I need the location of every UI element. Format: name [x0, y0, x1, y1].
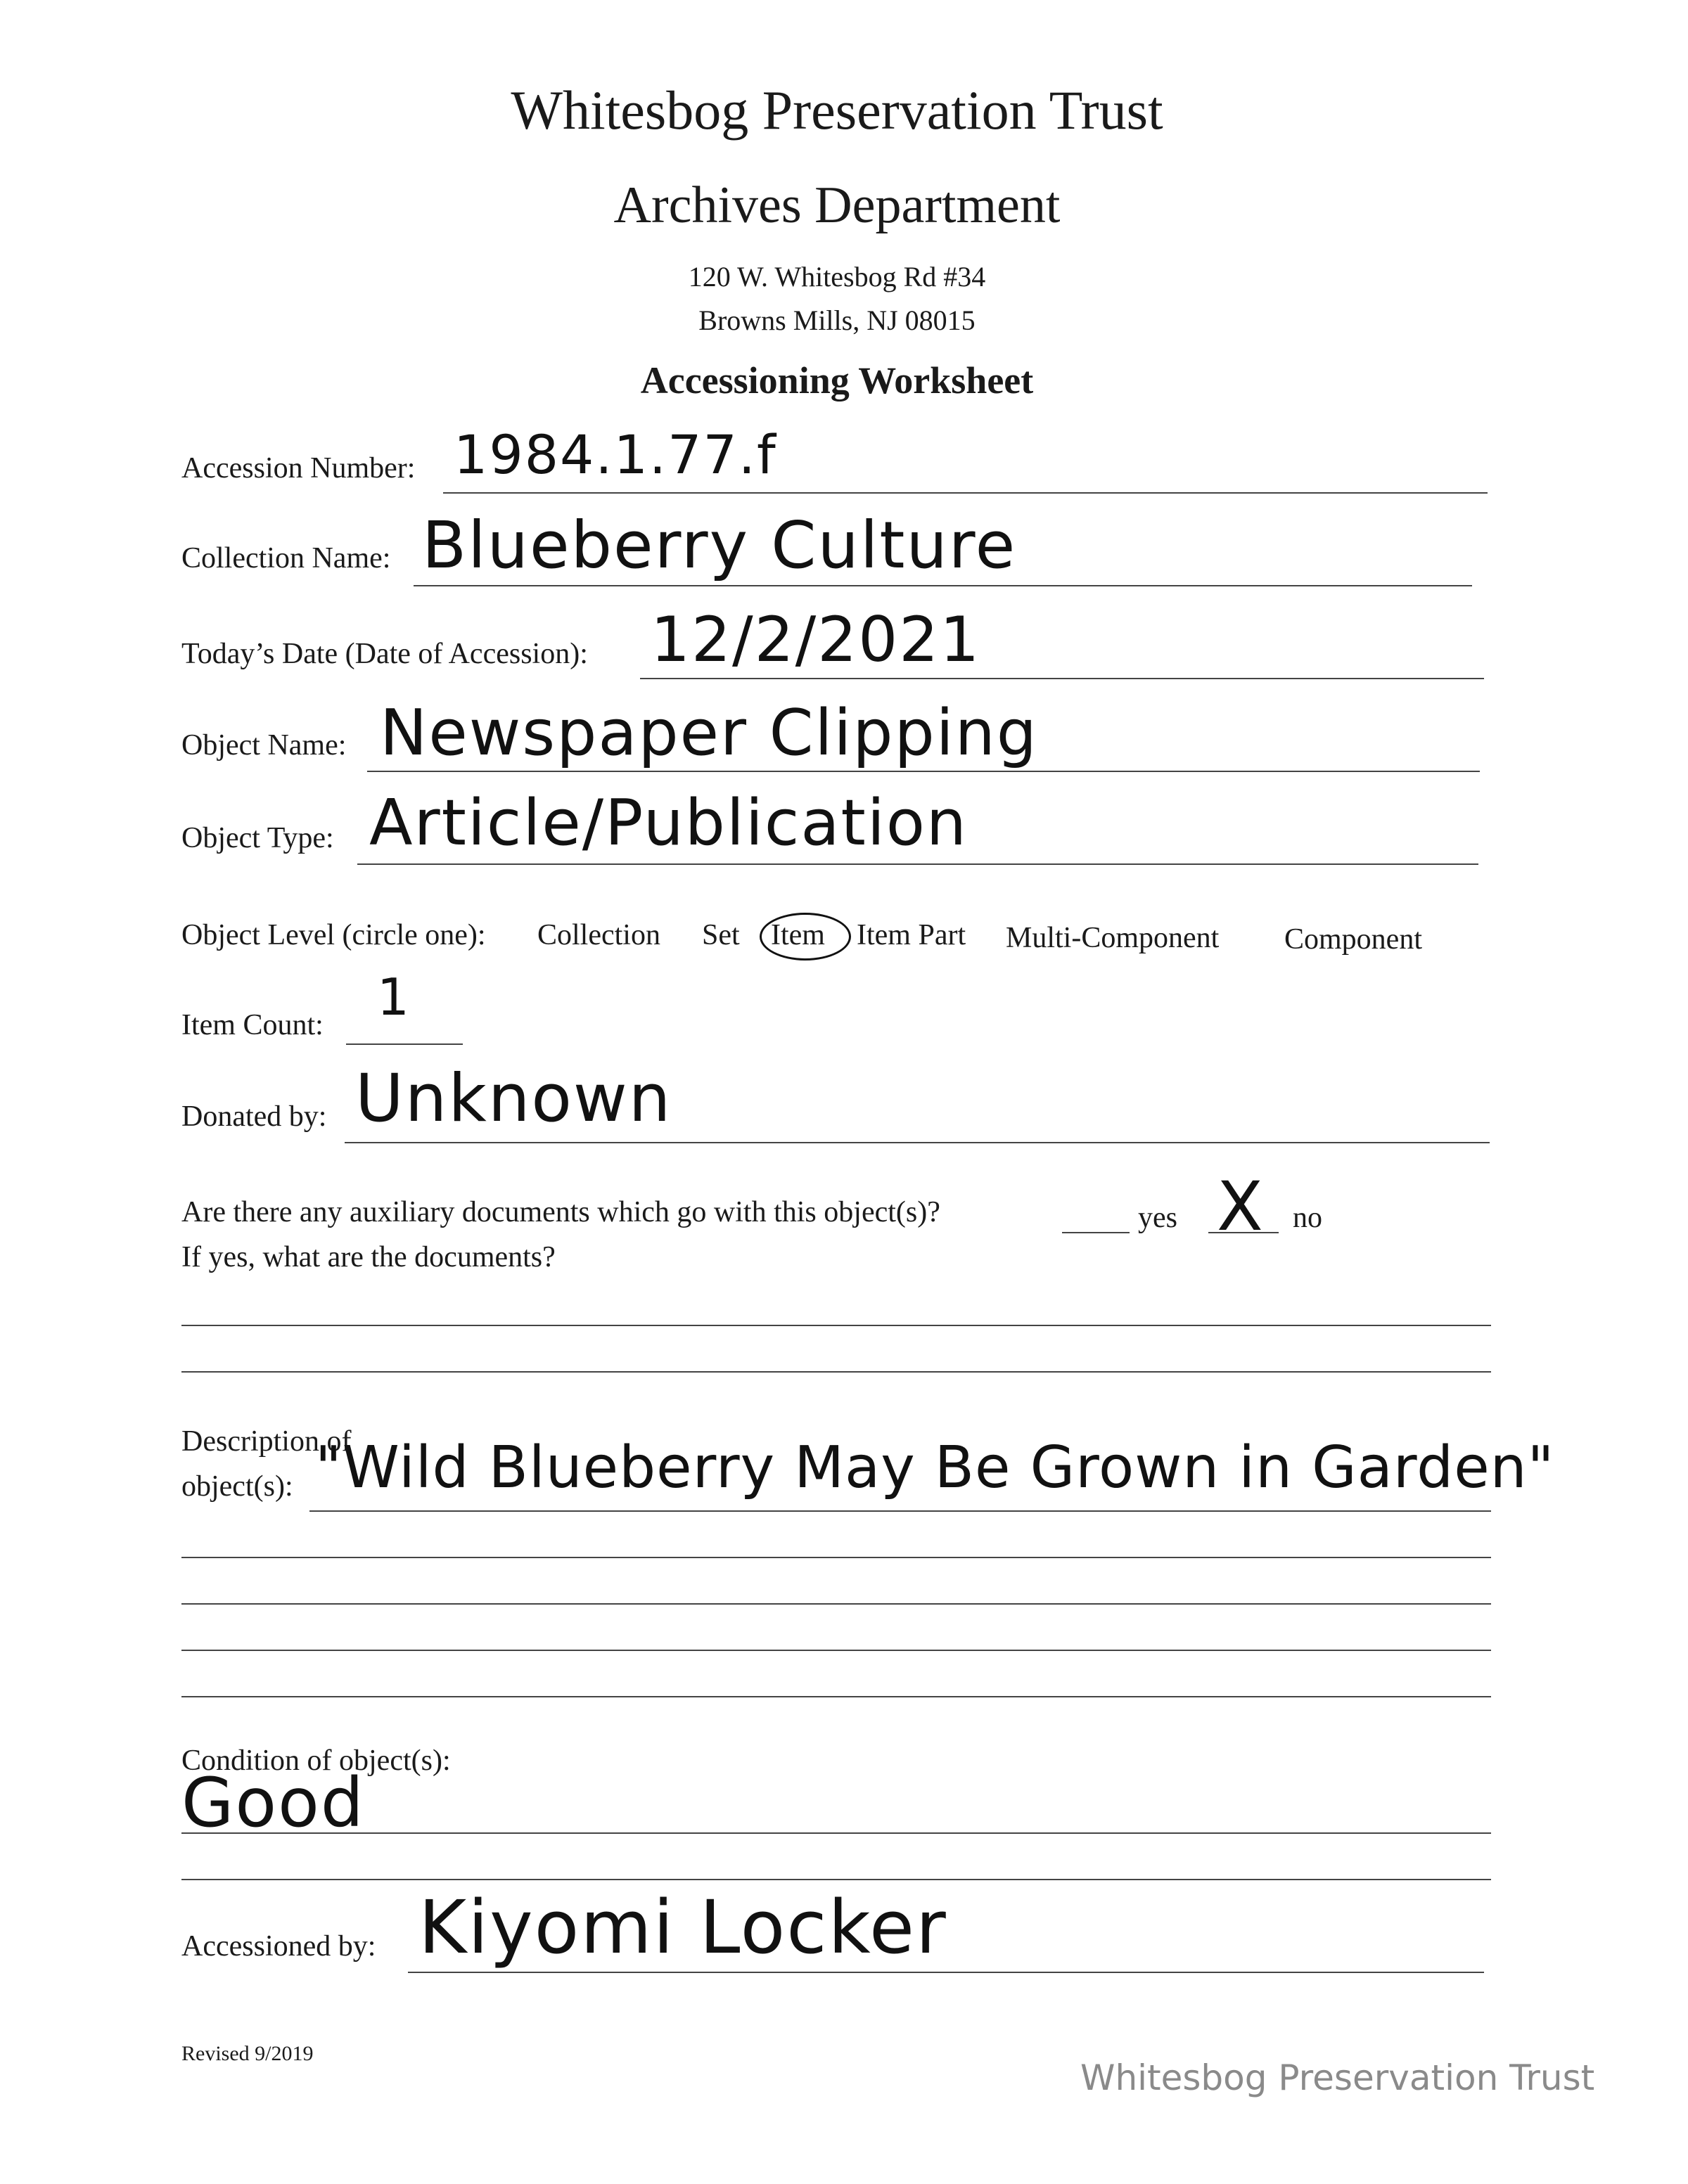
object-level-option-multi-component: Multi-Component — [1006, 922, 1220, 954]
address-line-2: Browns Mills, NJ 08015 — [698, 304, 976, 336]
department-title: Archives Department — [613, 176, 1061, 234]
object-level-option-component: Component — [1284, 923, 1422, 956]
condition-line-2 — [181, 1879, 1491, 1880]
object-level-option-item-part: Item Part — [857, 919, 966, 951]
collection-name-label: Collection Name: — [181, 542, 391, 574]
worksheet-title: Accessioning Worksheet — [640, 359, 1034, 402]
revised-note: Revised 9/2019 — [181, 2042, 314, 2065]
description-line-1 — [309, 1510, 1491, 1512]
auxiliary-answer-line-2 — [181, 1371, 1491, 1373]
object-type-line — [357, 863, 1478, 865]
auxiliary-followup: If yes, what are the documents? — [181, 1241, 556, 1273]
condition-line-1 — [181, 1832, 1491, 1834]
auxiliary-answer-line-1 — [181, 1325, 1491, 1326]
auxiliary-yes-label: yes — [1138, 1202, 1177, 1234]
todays-date-value: 12/2/2021 — [651, 603, 981, 676]
org-title: Whitesbog Preservation Trust — [511, 79, 1163, 141]
todays-date-line — [640, 678, 1484, 679]
object-level-option-collection: Collection — [537, 919, 660, 951]
item-count-value: 1 — [377, 968, 411, 1027]
object-level-option-set: Set — [702, 919, 740, 951]
object-type-value: Article/Publication — [369, 786, 968, 860]
collection-name-value: Blueberry Culture — [422, 508, 1017, 583]
auxiliary-question: Are there any auxiliary documents which go with this object(s)? — [181, 1196, 940, 1228]
accessioned-by-label: Accessioned by: — [181, 1930, 376, 1963]
donated-by-value: Unknown — [355, 1060, 672, 1137]
todays-date-label: Today’s Date (Date of Accession): — [181, 638, 588, 670]
description-line-2 — [181, 1557, 1491, 1558]
object-type-label: Object Type: — [181, 822, 334, 854]
accession-number-label: Accession Number: — [181, 452, 416, 484]
selected-circle-mark — [760, 913, 851, 961]
description-line-5 — [181, 1696, 1491, 1697]
accession-number-line — [443, 492, 1488, 494]
item-count-label: Item Count: — [181, 1009, 324, 1041]
accessioned-by-line — [408, 1972, 1484, 1973]
accession-number-value: 1984.1.77.f — [454, 423, 777, 486]
auxiliary-yes-line — [1062, 1232, 1130, 1233]
donated-by-label: Donated by: — [181, 1100, 327, 1133]
accessioned-by-value: Kiyomi Locker — [418, 1884, 947, 1970]
condition-label: Condition of object(s): — [181, 1745, 451, 1777]
object-name-label: Object Name: — [181, 729, 347, 762]
auxiliary-no-label: no — [1293, 1202, 1322, 1234]
description-label-line-2: object(s): — [181, 1470, 293, 1503]
donated-by-line — [345, 1142, 1490, 1143]
description-label-line-1: Description of — [181, 1425, 352, 1458]
object-name-line — [367, 771, 1480, 772]
object-level-label: Object Level (circle one): — [181, 919, 486, 951]
watermark: Whitesbog Preservation Trust — [1080, 2057, 1595, 2098]
item-count-line — [346, 1043, 463, 1045]
object-level-option-item: Item — [771, 919, 825, 951]
condition-value: Good — [181, 1764, 365, 1842]
description-line-3 — [181, 1603, 1491, 1605]
description-line-4 — [181, 1650, 1491, 1651]
description-value: "Wild Blueberry May Be Grown in Garden" — [315, 1434, 1555, 1501]
collection-name-line — [414, 585, 1472, 586]
auxiliary-x-mark: X — [1217, 1167, 1263, 1246]
address-line-1: 120 W. Whitesbog Rd #34 — [688, 261, 986, 293]
object-name-value: Newspaper Clipping — [380, 696, 1038, 770]
